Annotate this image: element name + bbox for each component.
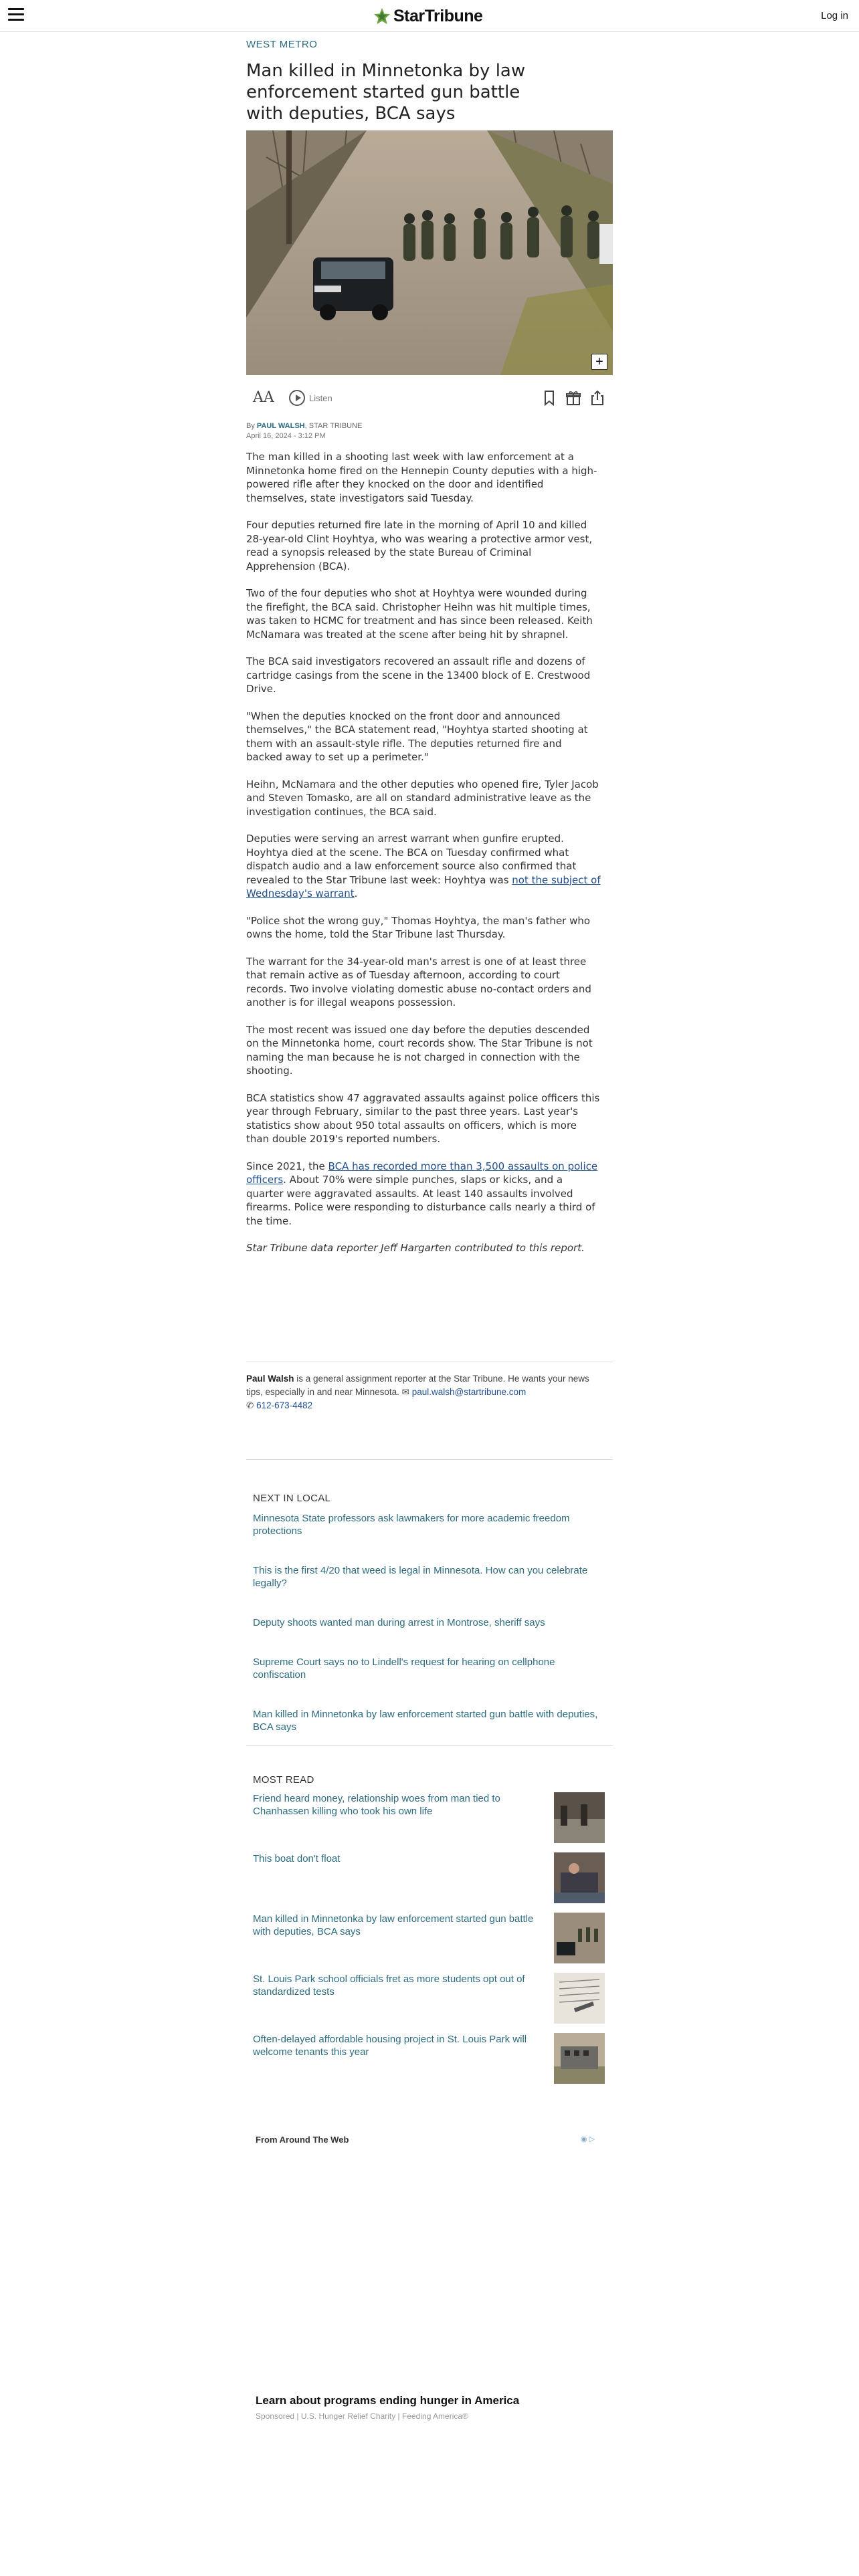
article-paragraph: The man killed in a shooting last week with law enforcement at a Minnetonka home fired on the Hennepin County deputies with a high-powered rifle after they knocked on the door and identified themselves, state investigators said Tuesday.: [246, 451, 597, 504]
bca-assaults-link[interactable]: BCA has recorded more than 3,500 assaults on police officers: [246, 1160, 598, 1186]
sponsored-title[interactable]: Learn about programs ending hunger in America: [256, 2394, 520, 2407]
login-link[interactable]: Log in: [821, 10, 848, 21]
article-toolbar: [253, 387, 606, 411]
most-read-title[interactable]: Friend heard money, relationship woes from man tied to Chanhassen killing who took his own life: [253, 1793, 500, 1817]
hero-photo: [246, 130, 613, 375]
publish-date: April 16, 2024 - 3:12 PM: [246, 432, 326, 440]
adchoices-icon[interactable]: ◉ ▷: [581, 2135, 595, 2143]
most-read: [246, 1774, 613, 2093]
section-label[interactable]: WEST METRO: [246, 39, 318, 50]
article-paragraph: [246, 832, 601, 901]
paragraph-end: .: [354, 887, 358, 899]
thumbnail-image[interactable]: [554, 1913, 605, 1963]
contributor-note: [246, 1241, 601, 1255]
most-read-title[interactable]: Man killed in Minnetonka by law enforcement started gun battle with deputies, BCA says: [253, 1913, 534, 1937]
most-read-heading: MOST READ: [253, 1774, 314, 1786]
next-link[interactable]: Supreme Court says no to Lindell's request for hearing on cellphone confiscation: [253, 1656, 555, 1681]
article-paragraph: Four deputies returned fire late in the morning of April 10 and killed 28-year-old Clint Hoyhtya, who was wearing a protective armor vest, read a synopsis released by the state Bureau of Criminal Apprehension (BCA).: [246, 519, 593, 572]
divider: [246, 1459, 613, 1460]
most-read-title[interactable]: St. Louis Park school officials fret as more students opt out of standardized tests: [253, 1973, 525, 1998]
text-size-button[interactable]: [253, 389, 274, 406]
most-read-item[interactable]: [246, 1913, 613, 1973]
next-link[interactable]: This is the first 4/20 that weed is legal in Minnesota. How can you celebrate legally?: [253, 1565, 588, 1589]
most-read-item[interactable]: [246, 1792, 613, 1852]
next-link[interactable]: Man killed in Minnetonka by law enforcement started gun battle with deputies, BCA says: [253, 1709, 598, 1733]
article-paragraph: "Police shot the wrong guy," Thomas Hoyhtya, the man's father who owns the home, told the Star Tribune last Thursday.: [246, 914, 591, 940]
next-in-local: [246, 1493, 613, 1760]
author-bio: [246, 1372, 605, 1412]
expand-image-button[interactable]: +: [591, 354, 607, 370]
paragraph-end: . About 70% were simple punches, slaps or kicks, and a quarter were aggravated assaults. At least 140 assaults involved firearms. Police were responding to disturbance calls nearly a third of the time.: [246, 1174, 595, 1227]
next-link[interactable]: Minnesota State professors ask lawmakers for more academic freedom protections: [253, 1513, 570, 1537]
thumbnail-image[interactable]: [554, 1973, 605, 2024]
author-link[interactable]: PAUL WALSH: [256, 422, 305, 430]
most-read-title[interactable]: This boat don't float: [253, 1853, 341, 1864]
most-read-item[interactable]: [246, 1973, 613, 2033]
text-size-label: AA: [253, 389, 274, 406]
article-paragraph: "When the deputies knocked on the front door and announced themselves," the BCA statement read, "Hoyhtya started shooting at them with an assault-style rifle. The deputies returned fire and backed away to set up a perimeter.": [246, 710, 588, 763]
divider: [246, 1745, 613, 1746]
sponsored-source: Sponsored | U.S. Hunger Relief Charity | Feeding America®: [256, 2411, 468, 2421]
thumbnail-image[interactable]: [554, 1792, 605, 1843]
byline-prefix: By: [246, 422, 255, 430]
next-in-local-heading: NEXT IN LOCAL: [253, 1493, 331, 1504]
email-icon: ✉: [401, 1387, 409, 1397]
menu-icon[interactable]: [8, 8, 24, 21]
paragraph-text: Since 2021, the: [246, 1160, 328, 1172]
byline-outlet: , STAR TRIBUNE: [304, 422, 363, 430]
site-logo[interactable]: [373, 5, 482, 27]
article-paragraph: Two of the four deputies who shot at Hoyhtya were wounded during the firefight, the BCA said. Christopher Heihn was hit multiple times, was taken to HCMC for treatment and has since been released. Keith McNamara was treated at the scene after being hit by shrapnel.: [246, 587, 593, 641]
most-read-title[interactable]: Often-delayed affordable housing project in St. Louis Park will welcome tenants this year: [253, 2034, 527, 2058]
bio-author-name[interactable]: Paul Walsh: [246, 1374, 294, 1384]
gift-icon[interactable]: [565, 389, 582, 407]
author-email-link[interactable]: paul.walsh@startribune.com: [411, 1387, 527, 1397]
article-body: [246, 450, 601, 1269]
article-paragraph: The warrant for the 34-year-old man's arrest is one of at least three that remain active as of Tuesday afternoon, according to court records. Two involve violating domestic abuse no-contact orders and another is for illegal weapons possession.: [246, 955, 591, 1008]
warrant-link[interactable]: not the subject of Wednesday's warrant: [246, 873, 601, 899]
next-link[interactable]: Deputy shoots wanted man during arrest in Montrose, sheriff says: [253, 1617, 545, 1628]
star-icon: [373, 7, 391, 25]
contributor-text: Star Tribune data reporter Jeff Hargarten contributed to this report.: [246, 1242, 585, 1254]
article-headline: Man killed in Minnetonka by law enforcement started gun battle with deputies, BCA says: [246, 61, 526, 124]
phone-icon: ✆: [246, 1400, 254, 1410]
logo-text: StarTribune: [393, 6, 483, 25]
site-header: [0, 0, 859, 32]
play-icon: [289, 390, 305, 406]
paragraph-text: Deputies were serving an arrest warrant when gunfire erupted. Hoyhtya died at the scene. The BCA on Tuesday confirmed what dispatch audio and a law enforcement source also confirmed that revealed to the Star Tribune last week: Hoyhtya was: [246, 833, 577, 886]
from-around-the-web-label: From Around The Web: [256, 2135, 349, 2145]
most-read-item[interactable]: [246, 1852, 613, 1913]
byline: [246, 421, 613, 431]
article-paragraph: Heihn, McNamara and the other deputies who opened fire, Tyler Jacob and Steven Tomasko, are all on standard administrative leave as the investigation continues, the BCA said.: [246, 778, 599, 818]
article-paragraph: BCA statistics show 47 aggravated assaults against police officers this year through February, similar to the past three years. Last year's statistics show about 950 total assaults on officers, which is more than double 2019's reported numbers.: [246, 1091, 600, 1145]
article-paragraph: [246, 1160, 601, 1228]
article-paragraph: The most recent was issued one day before the deputies descended on the Minnetonka home, court records show. The Star Tribune is not naming the man because he is not charged in connection with the shooting.: [246, 1023, 593, 1077]
bookmark-icon[interactable]: [541, 389, 558, 407]
thumbnail-image[interactable]: [554, 2033, 605, 2084]
hero-image[interactable]: [246, 130, 613, 375]
listen-button[interactable]: [289, 390, 332, 406]
author-phone-link[interactable]: 612-673-4482: [256, 1400, 313, 1410]
bio-text: is a general assignment reporter at the Star Tribune. He wants your news tips, especially in and near Minnesota.: [246, 1374, 589, 1397]
article-paragraph: The BCA said investigators recovered an assault rifle and dozens of cartridge casings from the scene in the 13400 block of E. Crestwood Drive.: [246, 655, 591, 695]
share-icon[interactable]: [589, 389, 606, 407]
thumbnail-image[interactable]: [554, 1852, 605, 1903]
most-read-item[interactable]: [246, 2033, 613, 2093]
listen-label: Listen: [309, 393, 332, 403]
